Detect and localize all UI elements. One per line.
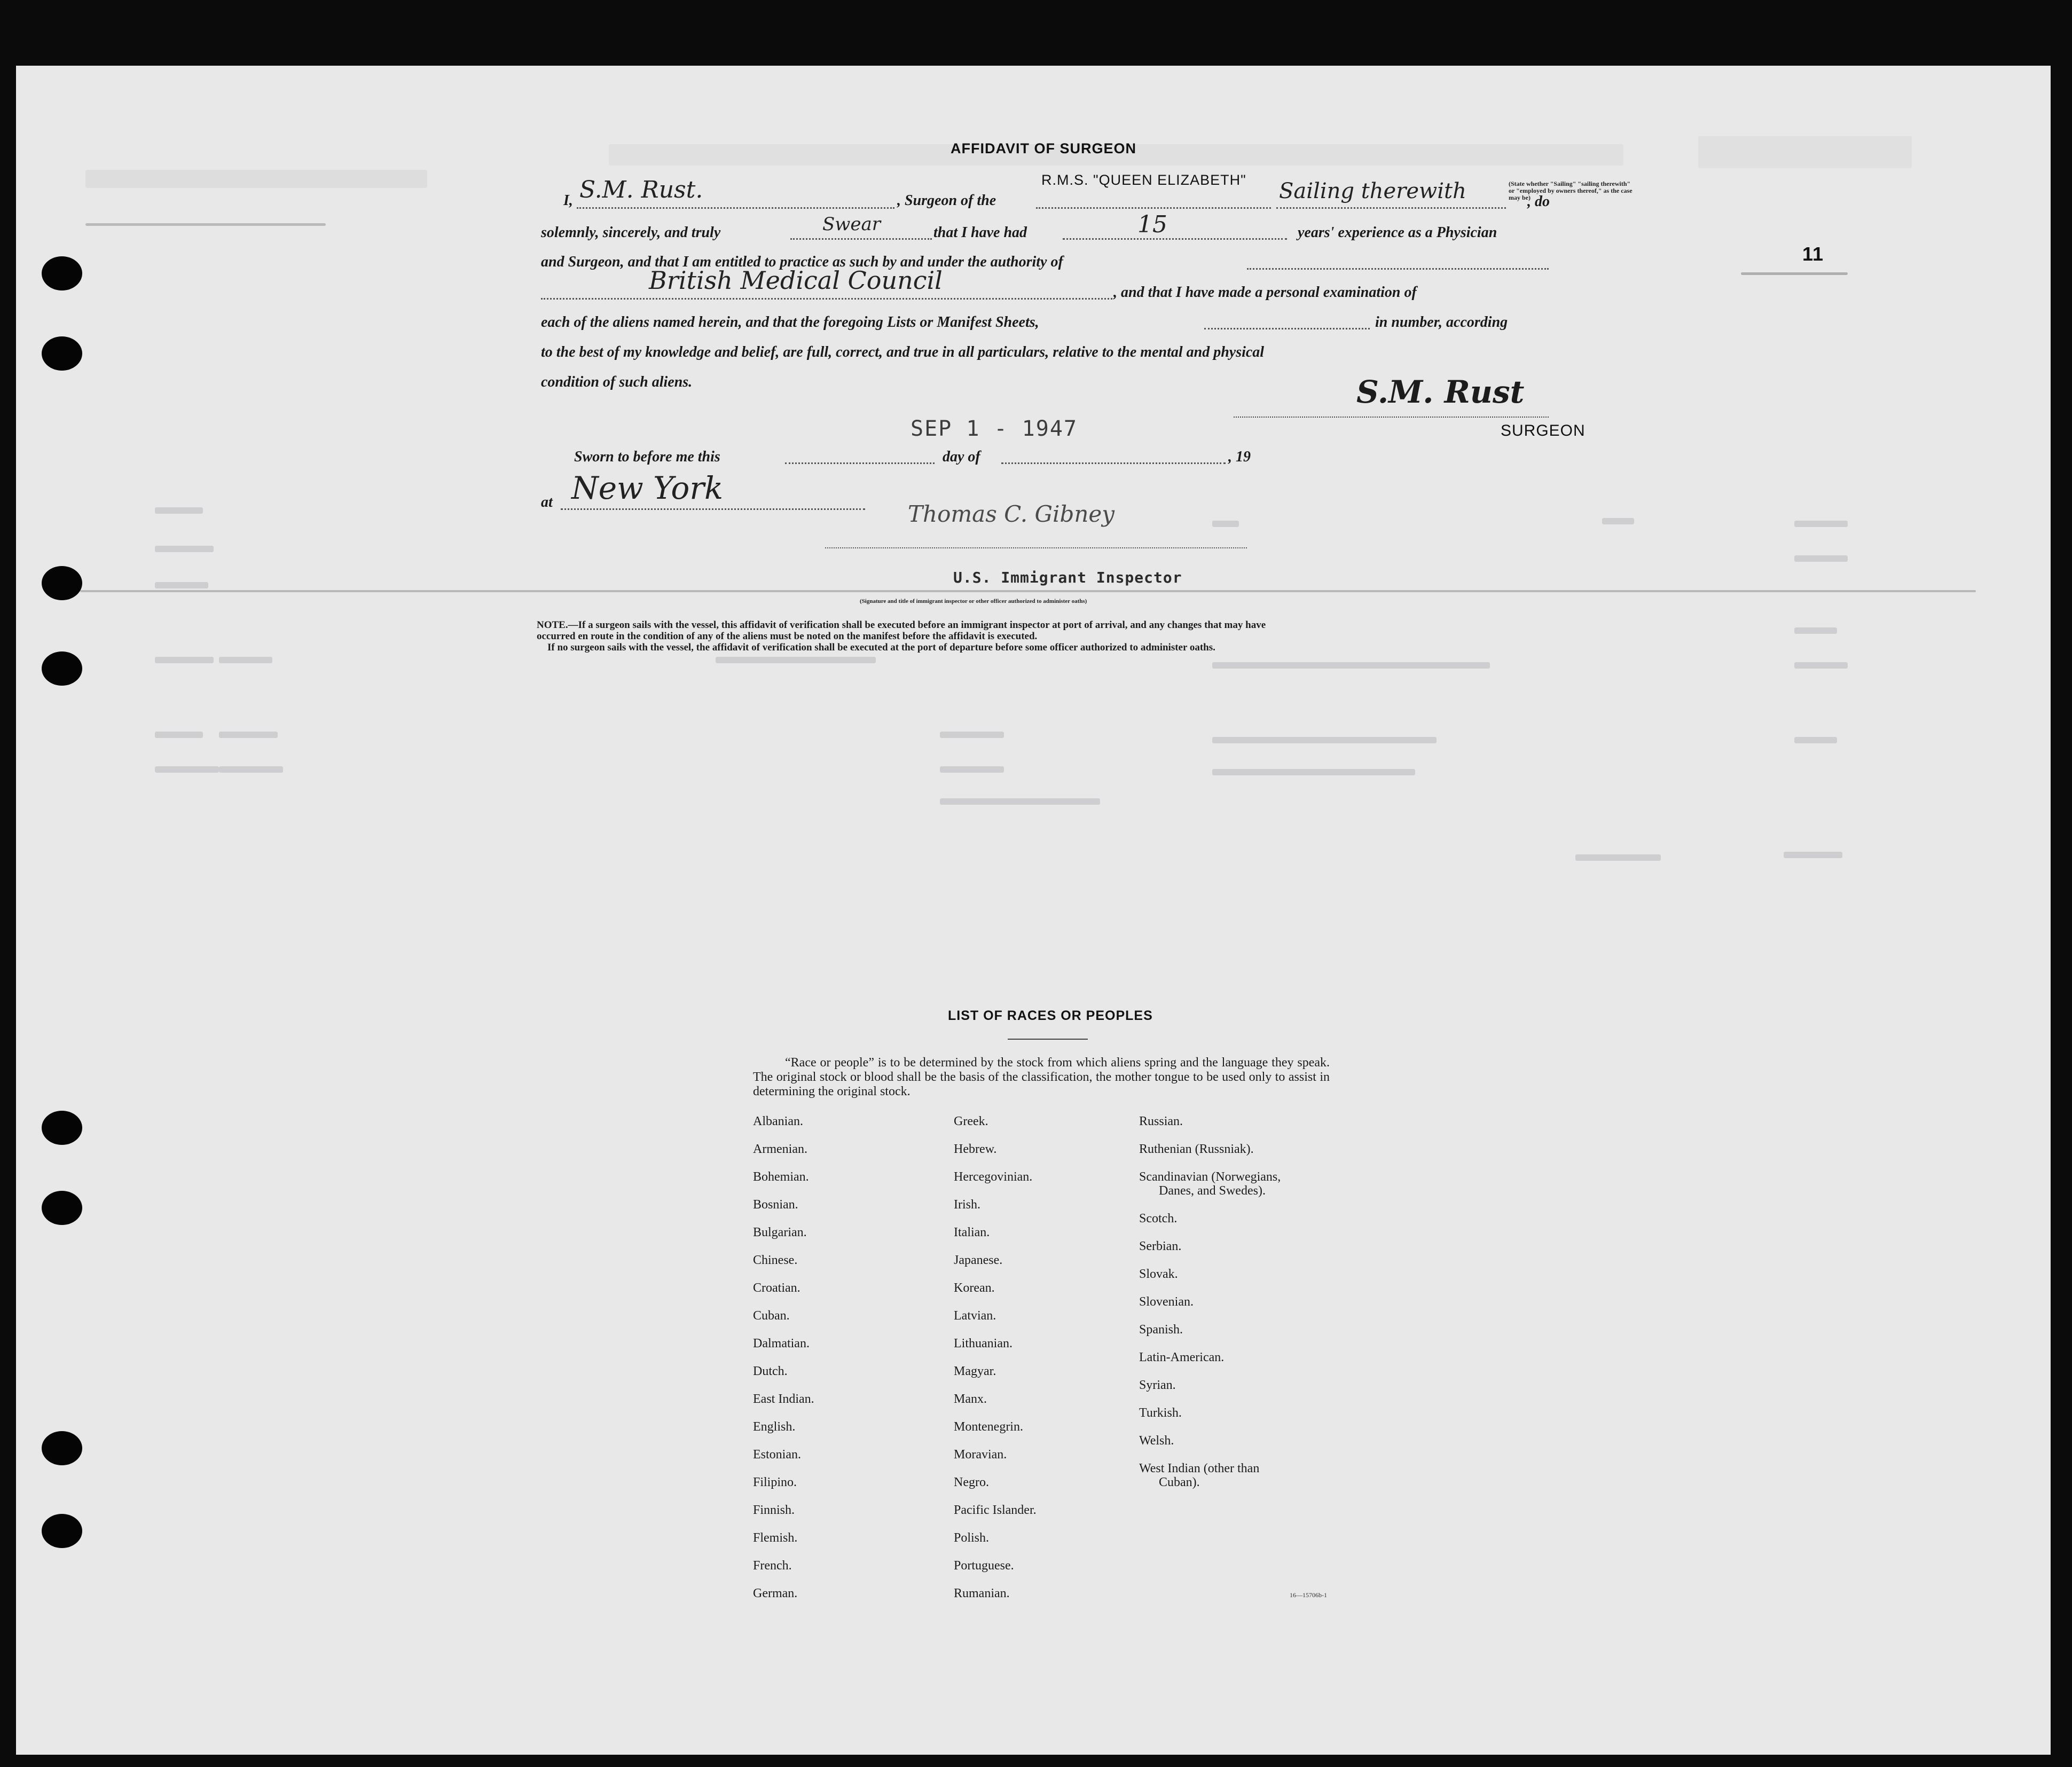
race-item: Russian. [1139, 1114, 1183, 1128]
race-item: Scandinavian (Norwegians, [1139, 1170, 1281, 1184]
do-text: , do [1527, 193, 1550, 210]
race-item: Korean. [954, 1281, 995, 1295]
note-line-2: occurred en route in the condition of any of the aliens must be noted on the manifest before the affidavit is executed. [537, 631, 1038, 642]
date-stamp: SEP 1 - 1947 [911, 417, 1078, 441]
race-item: Estonian. [753, 1448, 801, 1462]
note-line-1: NOTE.—If a surgeon sails with the vessel, this affidavit of verification shall be executed before an immigrant inspector at port of arrival, and any changes that may have [537, 619, 1266, 631]
sheets-count-line [1204, 328, 1370, 329]
races-title: LIST OF RACES OR PEOPLES [948, 1008, 1153, 1023]
punch-hole [42, 336, 82, 371]
authority-line-2 [541, 298, 1112, 300]
race-item: Dalmatian. [753, 1337, 810, 1350]
race-item: Rumanian. [954, 1587, 1010, 1600]
race-item: Syrian. [1139, 1378, 1176, 1392]
race-item: Finnish. [753, 1503, 795, 1517]
line5-a: each of the aliens named herein, and that the foregoing Lists or Manifest Sheets, [541, 314, 1039, 331]
punch-hole [42, 1111, 82, 1145]
ship-line [1036, 207, 1271, 209]
race-item: Slovak. [1139, 1267, 1178, 1281]
surgeon-of-the-text: , Surgeon of the [897, 192, 996, 209]
page-number: 11 [1802, 243, 1824, 265]
line5-b: in number, according [1375, 314, 1508, 331]
punch-hole [42, 1191, 82, 1225]
personal-exam-text: , and that I have made a personal examination of [1113, 284, 1417, 301]
punch-hole [42, 1431, 82, 1465]
sworn-month-line [1001, 462, 1226, 464]
sailing-line [1276, 207, 1506, 209]
race-item: East Indian. [753, 1392, 814, 1406]
race-item: Armenian. [753, 1142, 807, 1156]
authority-line-1 [1247, 268, 1549, 270]
race-item: Turkish. [1139, 1406, 1182, 1420]
swear-line [790, 238, 932, 240]
swear-value: Swear [822, 214, 881, 235]
punch-hole [42, 651, 82, 686]
race-item: German. [753, 1587, 798, 1600]
place-line [561, 508, 865, 510]
race-item: Cuban). [1159, 1475, 1200, 1489]
line7: condition of such aliens. [541, 374, 693, 390]
sworn-day-line [785, 462, 935, 464]
surgeon-label: SURGEON [1501, 422, 1586, 439]
race-item: Magyar. [954, 1364, 996, 1378]
race-item: Moravian. [954, 1448, 1007, 1462]
race-item: Slovenian. [1139, 1295, 1194, 1309]
races-intro: “Race or people” is to be determined by the stock from which aliens spring and the language they speak. The original stock or blood shall be the basis of the classification, the mother tongue to be used only to assist in determining the original stock. [753, 1056, 1330, 1098]
place-value: New York [571, 470, 724, 506]
race-item: Hebrew. [954, 1142, 997, 1156]
at-text: at [541, 494, 553, 511]
race-item: Latin-American. [1139, 1350, 1225, 1364]
race-item: Bohemian. [753, 1170, 809, 1184]
years-experience-text: years' experience as a Physician [1298, 224, 1497, 241]
authority-value: British Medical Council [649, 266, 943, 295]
race-item: Dutch. [753, 1364, 788, 1378]
race-item: Spanish. [1139, 1323, 1183, 1337]
race-item: Serbian. [1139, 1239, 1182, 1253]
race-item: West Indian (other than [1139, 1462, 1260, 1475]
punch-hole [42, 256, 82, 290]
years-line [1063, 238, 1287, 240]
surgeon-name-line [577, 207, 894, 209]
race-item: Lithuanian. [954, 1337, 1013, 1350]
race-item: Manx. [954, 1392, 987, 1406]
inspector-caption: (Signature and title of immigrant inspector or other officer authorized to administer oaths) [860, 598, 1087, 604]
race-item: Negro. [954, 1475, 989, 1489]
inspector-signature: Thomas C. Gibney [908, 501, 1115, 527]
race-item: Bulgarian. [753, 1226, 807, 1239]
race-item: Ruthenian (Russniak). [1139, 1142, 1254, 1156]
race-item: Chinese. [753, 1253, 798, 1267]
line6: to the best of my knowledge and belief, are full, correct, and true in all particulars, relative to the mental and physical [541, 344, 1265, 360]
sailing-note: (State whether "Sailing" "sailing therewith" or "employed by owners thereof," as the case may be) [1509, 180, 1633, 201]
surgeon-signature: S.M. Rust [1356, 374, 1525, 410]
race-item: Cuban. [753, 1309, 790, 1323]
race-item: Hercegovinian. [954, 1170, 1033, 1184]
solemnly-text: solemnly, sincerely, and truly [541, 224, 721, 241]
race-item: Montenegrin. [954, 1420, 1023, 1434]
that-i-have-had-text: that I have had [933, 224, 1027, 241]
race-item: Welsh. [1139, 1434, 1174, 1448]
sailing-value: Sailing therewith [1279, 179, 1466, 203]
race-item: Bosnian. [753, 1198, 798, 1212]
race-item: Latvian. [954, 1309, 996, 1323]
year-prefix: , 19 [1228, 449, 1251, 465]
race-item: English. [753, 1420, 796, 1434]
sworn-text: Sworn to before me this [574, 449, 720, 465]
inspector-line [825, 547, 1247, 548]
race-item: Croatian. [753, 1281, 800, 1295]
ship-name: R.M.S. "QUEEN ELIZABETH" [1041, 172, 1246, 188]
race-item: Portuguese. [954, 1559, 1014, 1573]
race-item: Albanian. [753, 1114, 803, 1128]
punch-hole [42, 1514, 82, 1548]
race-item: Japanese. [954, 1253, 1003, 1267]
race-item: Pacific Islander. [954, 1503, 1037, 1517]
surgeon-name: S.M. Rust. [579, 176, 703, 203]
note-block [537, 619, 1551, 653]
race-item: Polish. [954, 1531, 990, 1545]
affidavit-title: AFFIDAVIT OF SURGEON [951, 140, 1136, 156]
punch-hole [42, 566, 82, 600]
race-item: Danes, and Swedes). [1159, 1184, 1266, 1198]
race-item: Italian. [954, 1226, 990, 1239]
race-item: French. [753, 1559, 792, 1573]
form-number: 16—15706b-1 [1290, 1591, 1327, 1599]
races-title-rule [1008, 1039, 1088, 1040]
years-value: 15 [1137, 211, 1167, 238]
inspector-title: U.S. Immigrant Inspector [953, 569, 1182, 586]
day-of-text: day of [943, 449, 980, 465]
race-item: Filipino. [753, 1475, 797, 1489]
line1-prefix: I, [563, 192, 573, 209]
signature-line [1234, 417, 1549, 418]
note-line-3: If no surgeon sails with the vessel, the affidavit of verification shall be executed at the port of departure before some officer authorized to administer oaths. [547, 642, 1215, 653]
race-item: Scotch. [1139, 1212, 1178, 1226]
race-item: Flemish. [753, 1531, 798, 1545]
race-item: Irish. [954, 1198, 980, 1212]
race-item: Greek. [954, 1114, 988, 1128]
and-surgeon-text: and Surgeon, and that I am entitled to practice as such by and under the authority of [541, 254, 1063, 270]
